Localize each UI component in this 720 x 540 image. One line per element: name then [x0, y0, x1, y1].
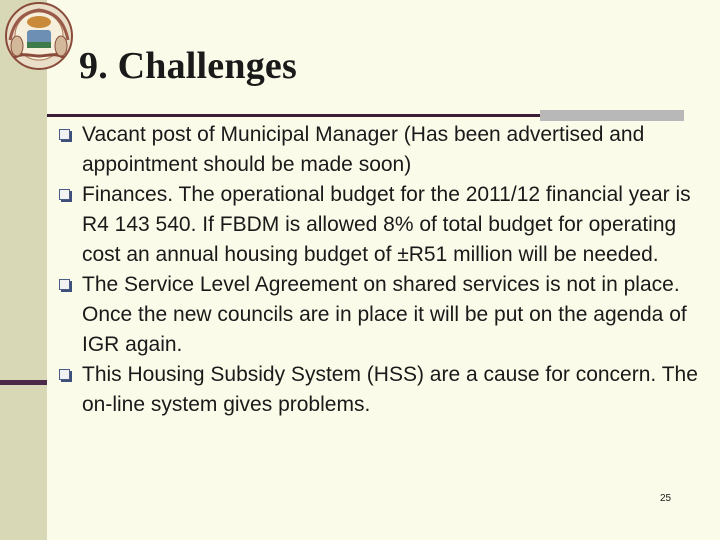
- square-bullet-icon: [59, 279, 70, 290]
- bullet-item: [58, 120, 708, 180]
- bullet-list: [58, 120, 708, 420]
- title-underline: [47, 114, 540, 117]
- bullet-item: [58, 270, 708, 360]
- bullet-text: The Service Level Agreement on shared services is not in place. Once the new councils are in place it will be put on the agenda of IGR again.: [82, 273, 687, 356]
- municipal-crest-logo: [0, 0, 78, 78]
- left-decorative-band: [0, 0, 47, 540]
- left-band-divider: [0, 380, 47, 385]
- bullet-item: [58, 180, 708, 270]
- square-bullet-icon: [59, 369, 70, 380]
- bullet-text: Finances. The operational budget for the 2011/12 financial year is R4 143 540. If FBDM is allowed 8% of total budget for operating cost an annual housing budget of ±R51 million will be needed.: [82, 183, 691, 266]
- bullet-text: This Housing Subsidy System (HSS) are a cause for concern. The on-line system gives problems.: [82, 363, 698, 416]
- slide-title: 9. Challenges: [79, 45, 297, 87]
- square-bullet-icon: [59, 189, 70, 200]
- square-bullet-icon: [59, 129, 70, 140]
- bullet-item: [58, 360, 708, 420]
- bullet-text: Vacant post of Municipal Manager (Has been advertised and appointment should be made soon): [82, 123, 645, 176]
- page-number: 25: [660, 493, 672, 504]
